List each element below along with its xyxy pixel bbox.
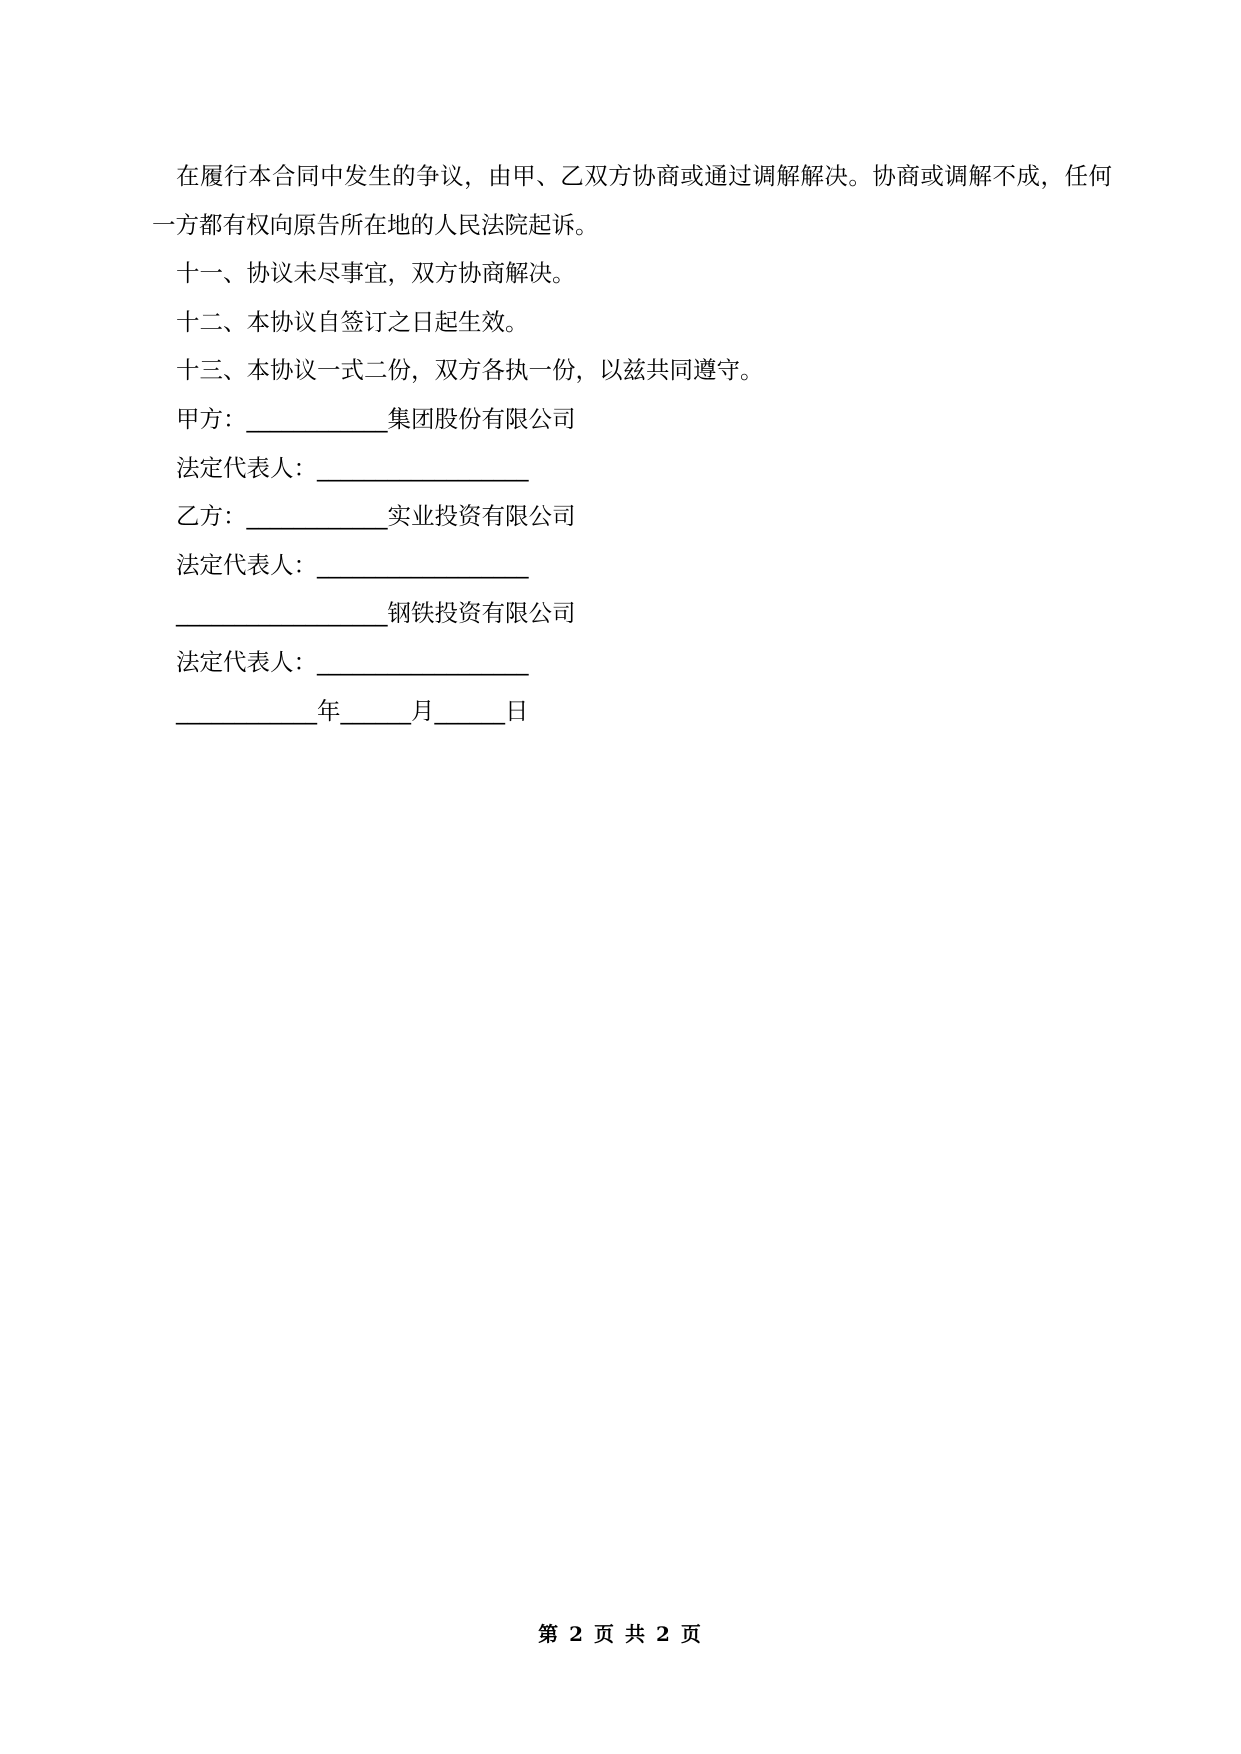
clause-twelve: 十二、本协议自签订之日起生效。 (176, 307, 529, 336)
clause-eleven: 十一、协议未尽事宜，双方协商解决。 (176, 259, 576, 288)
document-body (152, 152, 1112, 735)
party-b-legal-rep-line: 法定代表人：__________________ (176, 550, 529, 579)
clause-thirteen: 十三、本协议一式二份，双方各执一份，以兹共同遵守。 (176, 356, 764, 385)
date-line: ____________年______月______日 (176, 696, 529, 725)
party-c-signature-line: __________________钢铁投资有限公司 (176, 599, 576, 628)
party-a-legal-rep-line: 法定代表人：__________________ (176, 453, 529, 482)
page-number: 第 2 页 共 2 页 (538, 1622, 703, 1646)
party-c-legal-rep-line: 法定代表人：__________________ (176, 647, 529, 676)
party-b-signature-line: 乙方：____________实业投资有限公司 (176, 502, 576, 531)
party-a-signature-line: 甲方：____________集团股份有限公司 (176, 404, 576, 433)
dispute-clause-paragraph: 在履行本合同中发生的争议，由甲、乙双方协商或通过调解解决。协商或调解不成，任何一方都有权向原告所在地的人民法院起诉。 (152, 162, 1112, 239)
